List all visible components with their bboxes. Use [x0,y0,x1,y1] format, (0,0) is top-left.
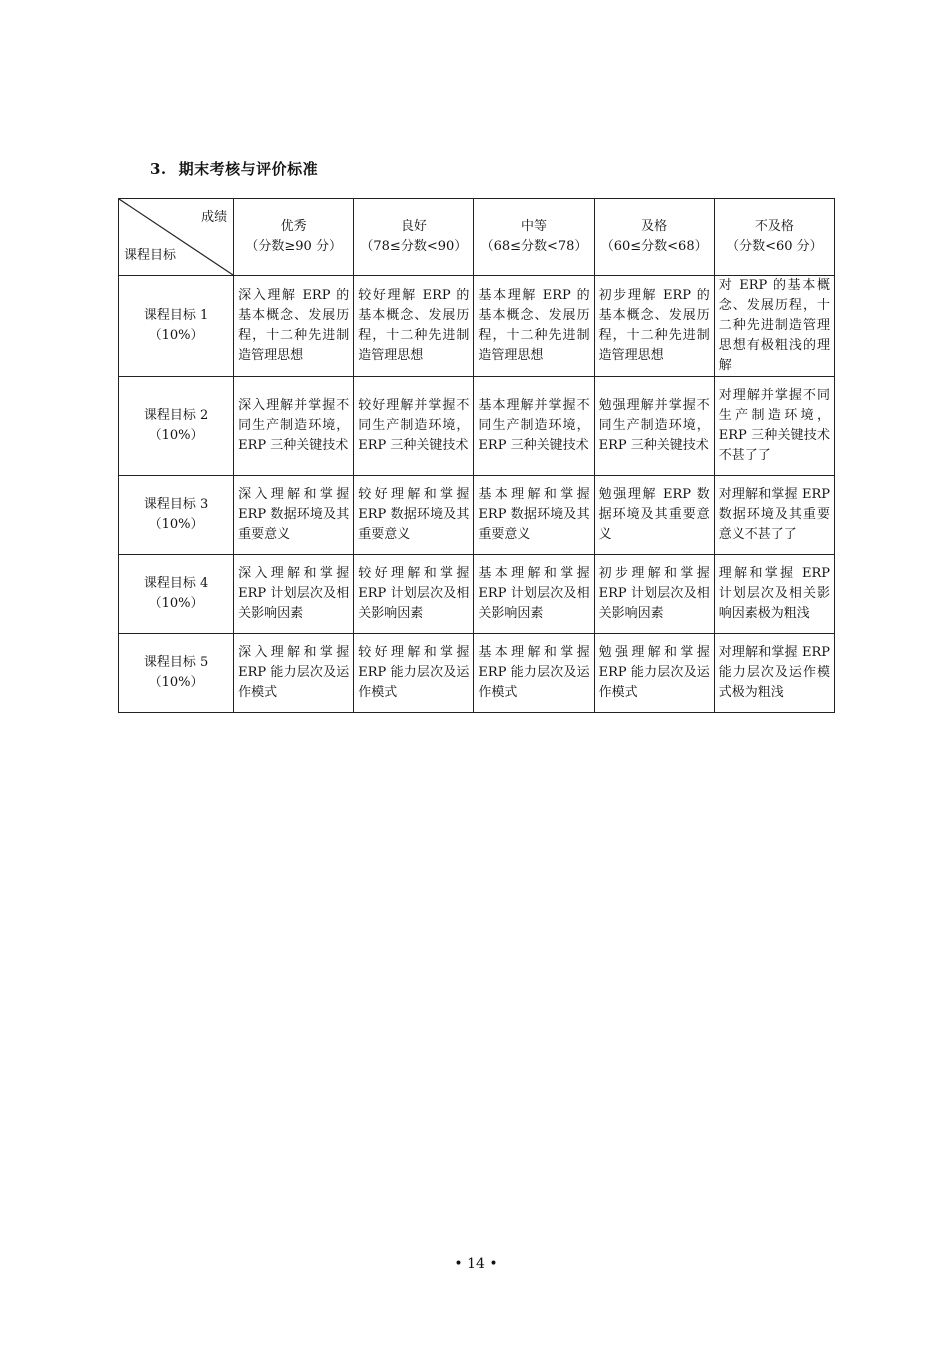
criteria-cell: 基本理解和掌握 ERP 数据环境及其重要意义 [474,476,594,555]
page-number: • 14 • [454,1256,498,1272]
table-row [119,555,835,634]
corner-cell [119,199,234,276]
criteria-cell: 对理解和掌握 ERP 数据环境及其重要意义不甚了了 [714,476,834,555]
corner-goal-label: 课程目标 [124,248,177,263]
criteria-cell: 对 ERP 的基本概念、发展历程，十二种先进制造管理思想有极粗浅的理解 [714,276,834,377]
criteria-cell: 基本理解和掌握 ERP 能力层次及运作模式 [474,634,594,713]
section-title: 期末考核与评价标准 [178,160,319,178]
goal-weight: （10%） [148,428,204,443]
section-number: 3. [150,160,167,178]
goal-cell [119,377,234,476]
criteria-cell: 初步理解 ERP 的基本概念、发展历程，十二种先进制造管理思想 [594,276,714,377]
goal-cell [119,634,234,713]
table-row [119,634,835,713]
grade-name: 及格 [641,219,668,234]
criteria-cell: 勉强理解和掌握 ERP 能力层次及运作模式 [594,634,714,713]
criteria-cell: 勉强理解 ERP 数据环境及其重要意义 [594,476,714,555]
criteria-cell: 对理解和掌握 ERP 能力层次及运作模式极为粗浅 [714,634,834,713]
criteria-cell: 深入理解 ERP 的基本概念、发展历程，十二种先进制造管理思想 [234,276,354,377]
table-row [119,476,835,555]
criteria-cell: 较好理解 ERP 的基本概念、发展历程，十二种先进制造管理思想 [354,276,474,377]
section-heading [150,158,318,179]
grade-range: （78≤分数<90） [360,239,468,254]
grade-name: 中等 [521,219,548,234]
criteria-cell: 基本理解 ERP 的基本概念、发展历程，十二种先进制造管理思想 [474,276,594,377]
grade-range: （分数≥90 分） [245,239,342,254]
criteria-cell: 基本理解和掌握 ERP 计划层次及相关影响因素 [474,555,594,634]
criteria-cell: 深入理解并掌握不同生产制造环境，ERP 三种关键技术 [234,377,354,476]
goal-name: 课程目标 4 [143,576,209,591]
criteria-cell: 较好理解和掌握 ERP 计划层次及相关影响因素 [354,555,474,634]
header-row [119,199,835,276]
goal-weight: （10%） [148,596,204,611]
grade-name: 良好 [400,219,427,234]
evaluation-table [118,198,835,713]
grade-header-excellent [234,199,354,276]
goal-weight: （10%） [148,675,204,690]
criteria-cell: 勉强理解并掌握不同生产制造环境，ERP 三种关键技术 [594,377,714,476]
table-row [119,377,835,476]
criteria-cell: 对理解并掌握不同生产制造环境，ERP 三种关键技术不甚了了 [714,377,834,476]
goal-name: 课程目标 3 [143,497,209,512]
criteria-cell: 初步理解和掌握 ERP 计划层次及相关影响因素 [594,555,714,634]
corner-grade-label: 成绩 [201,210,228,225]
criteria-cell: 深入理解和掌握 ERP 能力层次及运作模式 [234,634,354,713]
goal-weight: （10%） [148,328,204,343]
goal-cell [119,476,234,555]
goal-name: 课程目标 5 [143,655,209,670]
criteria-cell: 较好理解和掌握 ERP 能力层次及运作模式 [354,634,474,713]
goal-cell [119,276,234,377]
grade-header-fail [714,199,834,276]
grade-header-good [354,199,474,276]
criteria-cell: 深入理解和掌握 ERP 计划层次及相关影响因素 [234,555,354,634]
grade-name: 优秀 [280,219,307,234]
goal-cell [119,555,234,634]
grade-header-pass [594,199,714,276]
criteria-cell: 较好理解并掌握不同生产制造环境，ERP 三种关键技术 [354,377,474,476]
criteria-cell: 基本理解并掌握不同生产制造环境，ERP 三种关键技术 [474,377,594,476]
goal-name: 课程目标 1 [143,308,209,323]
grade-header-medium [474,199,594,276]
goal-name: 课程目标 2 [143,408,209,423]
criteria-cell: 理解和掌握 ERP 计划层次及相关影响因素极为粗浅 [714,555,834,634]
grade-range: （分数<60 分） [726,239,823,254]
criteria-cell: 深入理解和掌握 ERP 数据环境及其重要意义 [234,476,354,555]
grade-name: 不及格 [754,219,794,234]
table-row [119,276,835,377]
goal-weight: （10%） [148,517,204,532]
grade-range: （68≤分数<78） [480,239,588,254]
criteria-cell: 较好理解和掌握 ERP 数据环境及其重要意义 [354,476,474,555]
grade-range: （60≤分数<68） [600,239,708,254]
